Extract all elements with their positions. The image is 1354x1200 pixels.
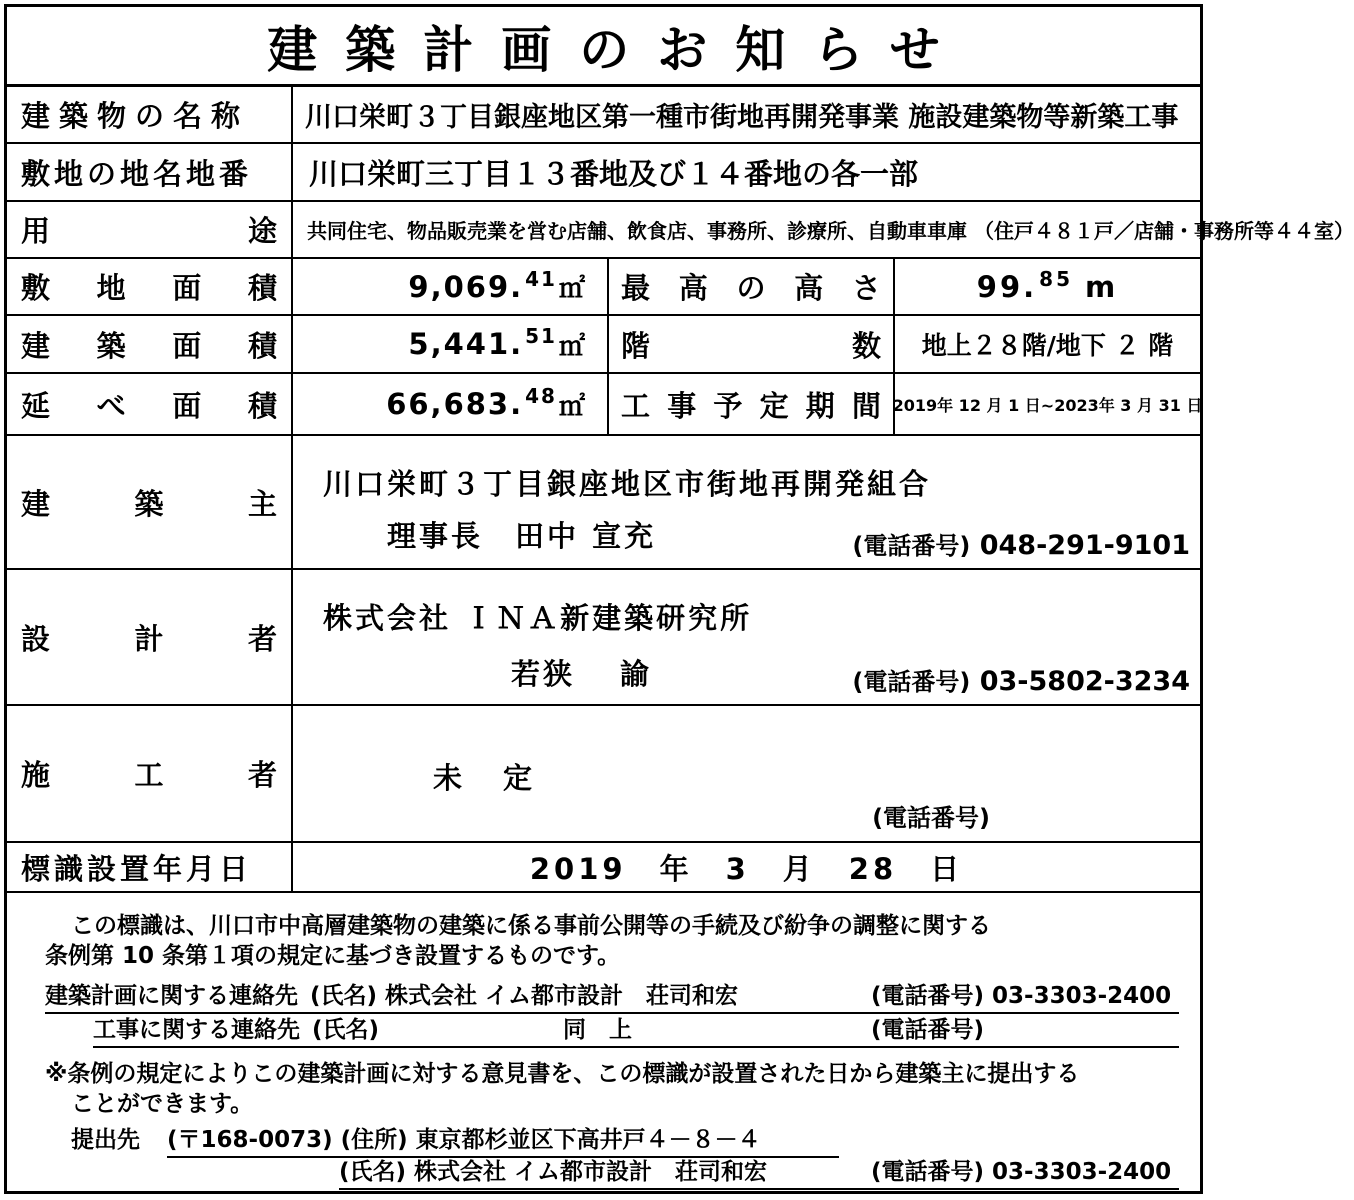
submit-to-name: (氏名) 株式会社 イム都市設計 荘司和宏 <box>339 1157 1179 1190</box>
submit-to-label: 提出先 <box>71 1127 140 1153</box>
value-usage: 共同住宅、物品販売業を営む店舗、飲食店、事務所、診療所、自動車車庫 （住戸４８１戸／店舗・事務所等４４室） <box>307 219 1354 243</box>
value-max-height: 99. 85 m <box>976 266 1119 304</box>
row-building-area <box>7 316 1200 374</box>
value-site-area: 9,069. 41 ㎡ <box>293 259 609 314</box>
contact-construction-name: 同 上 <box>563 1017 632 1043</box>
label-owner: 建 築 主 <box>7 436 293 568</box>
row-contractor <box>7 706 1200 843</box>
label-building-name: 建築物の名称 <box>7 87 293 142</box>
submit-to-address: (〒168-0073) (住所) 東京都杉並区下高井戸４－８－４ <box>167 1125 839 1158</box>
value-floors: 地上２８階/地下 ２ 階 <box>921 331 1174 360</box>
label-max-height: 最 高 の 高 さ <box>609 259 895 314</box>
contact-construction-phone: (電話番号) <box>871 1017 985 1043</box>
notes-section <box>7 891 1200 1191</box>
value-site-address: 川口栄町三丁目１３番地及び１４番地の各一部 <box>309 156 919 191</box>
row-designer <box>7 570 1200 706</box>
contractor-phone: (電話番号) <box>872 804 990 832</box>
owner-representative: 理事長 田中 宣充 <box>387 519 657 553</box>
notes-paragraph-1-line-1: この標識は、川口市中高層建築物の建築に係る事前公開等の手続及び紛争の調整に関する <box>71 913 991 939</box>
submit-to-phone: (電話番号) 03-3303-2400 <box>871 1159 1172 1185</box>
label-contractor: 施 工 者 <box>7 706 293 841</box>
label-site-address: 敷地の地名地番 <box>7 144 293 200</box>
row-usage <box>7 202 1354 259</box>
label-site-area: 敷 地 面 積 <box>7 259 293 314</box>
value-building-area: 5,441. 51 ㎡ <box>293 316 609 372</box>
designer-person: 若狭 諭 <box>511 657 653 691</box>
designer-phone: (電話番号) 03-5802-3234 <box>852 666 1190 697</box>
value-construction-period: 2019年 12 月 1 日~2023年 3 月 31 日 <box>892 395 1203 415</box>
contact-building-plan-phone: (電話番号) 03-3303-2400 <box>871 983 1172 1009</box>
label-building-area: 建 築 面 積 <box>7 316 293 372</box>
notice-sign <box>4 4 1354 1194</box>
value-sign-date: 2019 年 3 月 28 日 <box>529 851 964 886</box>
owner-name: 川口栄町３丁目銀座地区市街地再開発組合 <box>323 467 932 501</box>
label-total-floor-area: 延 べ 面 積 <box>7 374 293 434</box>
designer-company: 株式会社 ＩＮＡ新建築研究所 <box>323 601 753 635</box>
contractor-name: 未 定 <box>433 761 539 795</box>
owner-phone: (電話番号) 048-291-9101 <box>852 530 1190 561</box>
label-sign-date: 標識設置年月日 <box>7 843 293 891</box>
value-building-name: 川口栄町３丁目銀座地区第一種市街地再開発事業 施設建築物等新築工事 <box>305 102 1179 133</box>
row-site-area <box>7 259 1200 316</box>
label-construction-period: 工 事 予 定 期 間 <box>609 374 895 434</box>
row-owner <box>7 436 1200 570</box>
label-usage: 用 途 <box>7 202 293 257</box>
row-total-floor-area <box>7 374 1203 436</box>
notes-paragraph-1-line-2: 条例第 10 条第１項の規定に基づき設置するものです。 <box>45 943 621 969</box>
notes-paragraph-2-line-2: ことができます。 <box>71 1091 254 1117</box>
sign-title: 建築計画のお知らせ <box>7 7 1200 87</box>
label-floors: 階 数 <box>609 316 895 372</box>
row-site-address <box>7 144 1200 202</box>
value-total-floor-area: 66,683. 48 ㎡ <box>293 374 609 434</box>
contact-construction: 工事に関する連絡先 (氏名) <box>93 1015 1179 1048</box>
contact-building-plan: 建築計画に関する連絡先 (氏名) 株式会社 イム都市設計 荘司和宏 <box>45 981 1179 1014</box>
notes-paragraph-2-line-1: ※条例の規定によりこの建築計画に対する意見書を、この標識が設置された日から建築主に提出する <box>45 1061 1080 1087</box>
row-building-name <box>7 87 1200 144</box>
row-sign-date <box>7 843 1200 893</box>
label-designer: 設 計 者 <box>7 570 293 704</box>
